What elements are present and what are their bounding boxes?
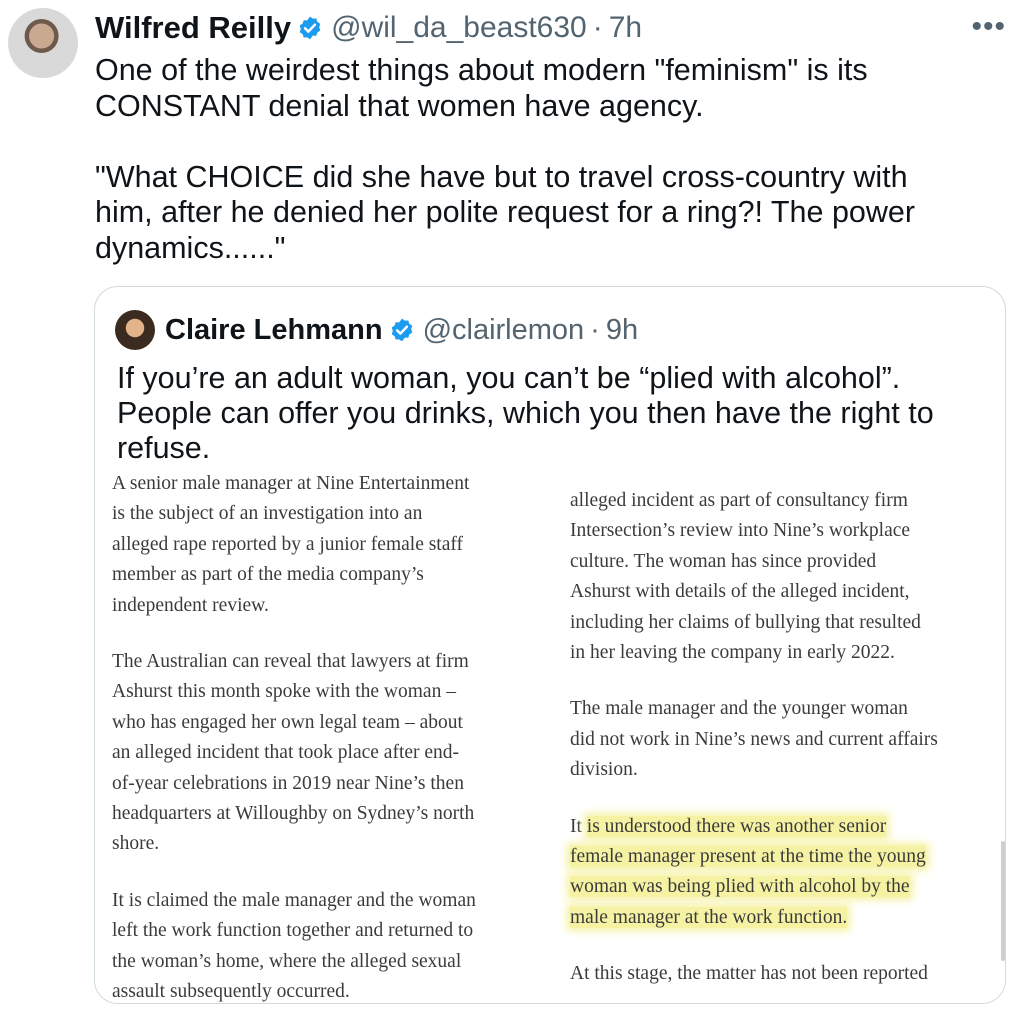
separator-dot: · bbox=[590, 313, 600, 346]
author-handle[interactable]: @wil_da_beast630 bbox=[331, 11, 587, 44]
paragraph-gap bbox=[95, 124, 995, 160]
article-line: culture. The woman has since provided bbox=[570, 550, 877, 572]
article-line: independent review. bbox=[112, 594, 269, 616]
article-scrollbar[interactable] bbox=[1001, 841, 1005, 961]
article-line: alleged incident as part of consultancy firm bbox=[570, 490, 908, 511]
article-line: including her claims of bullying that resulted bbox=[570, 611, 921, 633]
highlighted-line: male manager at the work function. bbox=[570, 906, 848, 928]
article-line: shore. bbox=[112, 833, 160, 855]
more-options-icon[interactable]: ••• bbox=[971, 10, 1006, 43]
quoted-text-line: refuse. bbox=[117, 431, 211, 465]
article-line: At this stage, the matter has not been reported bbox=[570, 963, 928, 985]
tweet-text-line: dynamics......" bbox=[95, 230, 286, 265]
quoted-author-handle: @clairlemon bbox=[422, 313, 585, 346]
tweet-timestamp[interactable]: 7h bbox=[608, 11, 643, 44]
article-line: an alleged incident that took place after end- bbox=[112, 742, 460, 764]
article-paragraph bbox=[570, 694, 1006, 785]
tweet-text-line: One of the weirdest things about modern "feminism" is its bbox=[95, 53, 868, 87]
article-screenshot-image[interactable] bbox=[95, 475, 1005, 1004]
verified-badge-icon bbox=[389, 317, 415, 343]
article-line: division. bbox=[570, 759, 638, 781]
quoted-author-avatar bbox=[115, 310, 155, 350]
quoted-tweet-header bbox=[115, 307, 638, 353]
article-line: Ashurst this month spoke with the woman – bbox=[112, 681, 456, 703]
article-line: A senior male manager at Nine Entertainment bbox=[112, 473, 470, 494]
author-avatar[interactable] bbox=[8, 8, 78, 78]
quoted-tweet-card[interactable] bbox=[94, 286, 1006, 1004]
tweet-text-line: him, after he denied her polite request for a ring?! The power bbox=[95, 195, 916, 229]
separator-dot: · bbox=[592, 11, 603, 44]
tweet-text-line: CONSTANT denial that women have agency. bbox=[95, 88, 704, 123]
quoted-text-line: If you’re an adult woman, you can’t be “plied with alcohol”. bbox=[117, 361, 901, 395]
article-line: It is claimed the male manager and the woman bbox=[112, 889, 476, 911]
article-paragraph bbox=[570, 959, 1006, 989]
quoted-tweet-text bbox=[117, 361, 997, 466]
highlighted-line: is understood there was another senior bbox=[586, 815, 887, 837]
article-paragraph bbox=[112, 469, 552, 621]
article-line: Intersection’s review into Nine’s workplace bbox=[570, 520, 911, 542]
article-left-column bbox=[112, 469, 552, 1004]
article-line: in her leaving the company in early 2022. bbox=[570, 642, 895, 664]
article-line: of-year celebrations in 2019 near Nine’s then bbox=[112, 772, 464, 794]
verified-badge-icon bbox=[297, 15, 323, 41]
article-line: did not work in Nine’s news and current affairs bbox=[570, 728, 938, 750]
article-line: is the subject of an investigation into an bbox=[112, 503, 423, 525]
quoted-author-name: Claire Lehmann bbox=[165, 313, 383, 346]
tweet-header bbox=[95, 8, 642, 48]
highlighted-paragraph bbox=[570, 812, 1006, 934]
article-paragraph bbox=[570, 486, 1006, 668]
article-line: The Australian can reveal that lawyers at firm bbox=[112, 651, 469, 673]
article-line: who has engaged her own legal team – about bbox=[112, 711, 463, 733]
article-line: assault subsequently occurred. bbox=[112, 981, 350, 1003]
article-line: the woman’s home, where the alleged sexual bbox=[112, 950, 462, 972]
article-line: alleged rape reported by a junior female staff bbox=[112, 533, 464, 555]
highlighted-line: woman was being plied with alcohol by the bbox=[570, 876, 910, 898]
tweet-text bbox=[95, 53, 995, 266]
highlighted-line: female manager present at the time the young bbox=[570, 846, 926, 868]
tweet-text-line: "What CHOICE did she have but to travel cross-country with bbox=[95, 159, 908, 194]
quoted-text-line: People can offer you drinks, which you then have the right to bbox=[117, 396, 934, 430]
article-line: The male manager and the younger woman bbox=[570, 698, 908, 720]
article-line: It bbox=[570, 815, 587, 837]
article-line: left the work function together and returned to bbox=[112, 920, 474, 942]
article-line: headquarters at Willoughby on Sydney’s north bbox=[112, 803, 475, 825]
article-line: member as part of the media company’s bbox=[112, 564, 424, 586]
article-line: Ashurst with details of the alleged incident, bbox=[570, 581, 910, 603]
article-paragraph bbox=[112, 886, 552, 1004]
quoted-tweet-timestamp: 9h bbox=[605, 313, 639, 346]
author-name[interactable]: Wilfred Reilly bbox=[95, 10, 292, 45]
article-paragraph bbox=[112, 647, 552, 860]
article-right-column bbox=[570, 486, 1006, 1004]
